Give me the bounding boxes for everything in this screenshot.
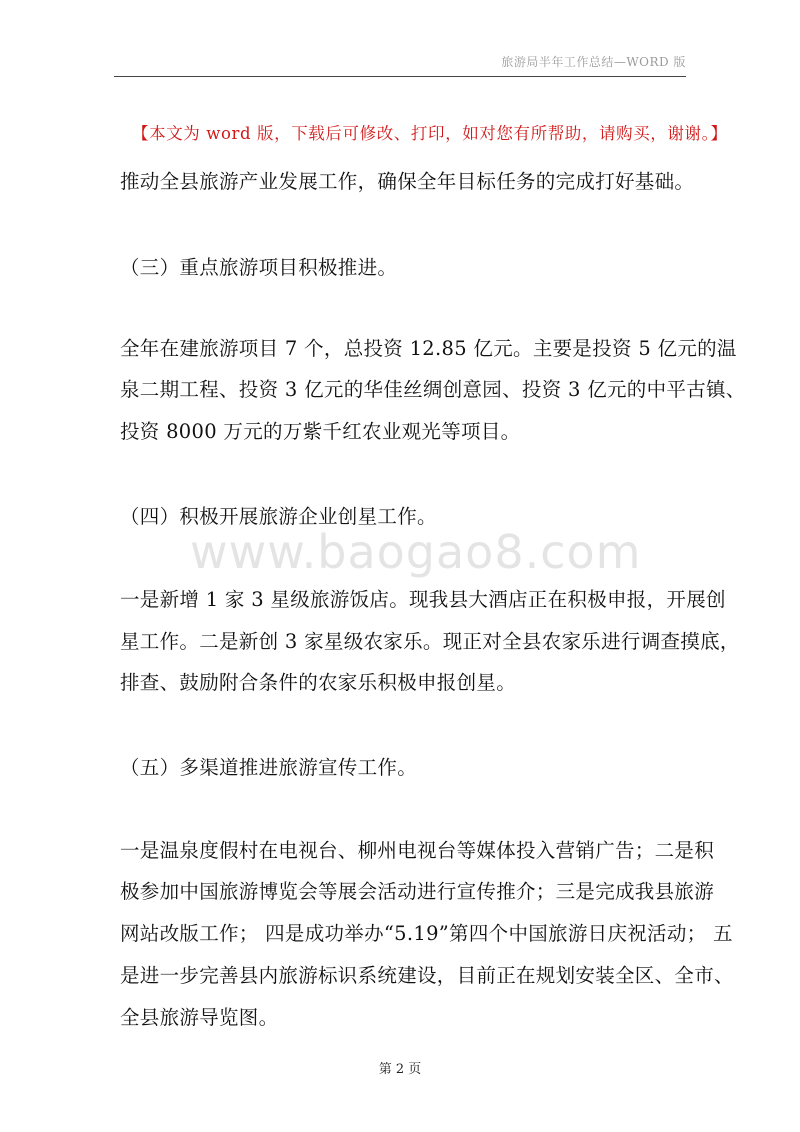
section-heading-3: （三）重点旅游项目积极推进。: [120, 256, 398, 279]
paragraph-line: 投资 8000 万元的万紫千红农业观光等项目。: [120, 420, 521, 443]
paragraph-line: 推动全县旅游产业发展工作，确保全年目标任务的完成打好基础。: [120, 170, 695, 193]
paragraph-line: 是进一步完善县内旅游标识系统建设，目前正在规划安装全区、全市、: [120, 964, 734, 987]
paragraph-line: 排查、鼓励附合条件的农家乐积极申报创星。: [120, 671, 517, 694]
paragraph-line: 一是新增 1 家 3 星级旅游饭店。现我县大酒店正在积极申报，开展创: [120, 588, 726, 611]
section-heading-4: （四）积极开展旅游企业创星工作。: [120, 505, 437, 528]
section-heading-5: （五）多渠道推进旅游宣传工作。: [120, 756, 418, 779]
watermark: www.baogao8.com: [190, 525, 642, 579]
page-number: 第 2 页: [378, 1062, 422, 1077]
paragraph-line: 全年在建旅游项目 7 个，总投资 12.85 亿元。主要是投资 5 亿元的温: [120, 337, 737, 360]
paragraph-line: 全县旅游导览图。: [120, 1006, 279, 1029]
paragraph-line: 一是温泉度假村在电视台、柳州电视台等媒体投入营销广告；二是积: [120, 839, 715, 862]
paragraph-line: 星工作。二是新创 3 家星级农家乐。现正对全县农家乐进行调查摸底，: [120, 630, 740, 653]
header-title: 旅游局半年工作总结—WORD 版: [501, 55, 686, 69]
document-body: [120, 0, 746, 1132]
word-version-notice: 【本文为 word 版，下载后可修改、打印，如对您有所帮助，请购买，谢谢。】: [132, 124, 728, 143]
paragraph-line: 网站改版工作； 四是成功举办“5.19”第四个中国旅游日庆祝活动； 五: [120, 922, 733, 945]
paragraph-line: 泉二期工程、投资 3 亿元的华佳丝绸创意园、投资 3 亿元的中平古镇、: [120, 378, 746, 401]
paragraph-line: 极参加中国旅游博览会等展会活动进行宣传推介；三是完成我县旅游: [120, 880, 715, 903]
